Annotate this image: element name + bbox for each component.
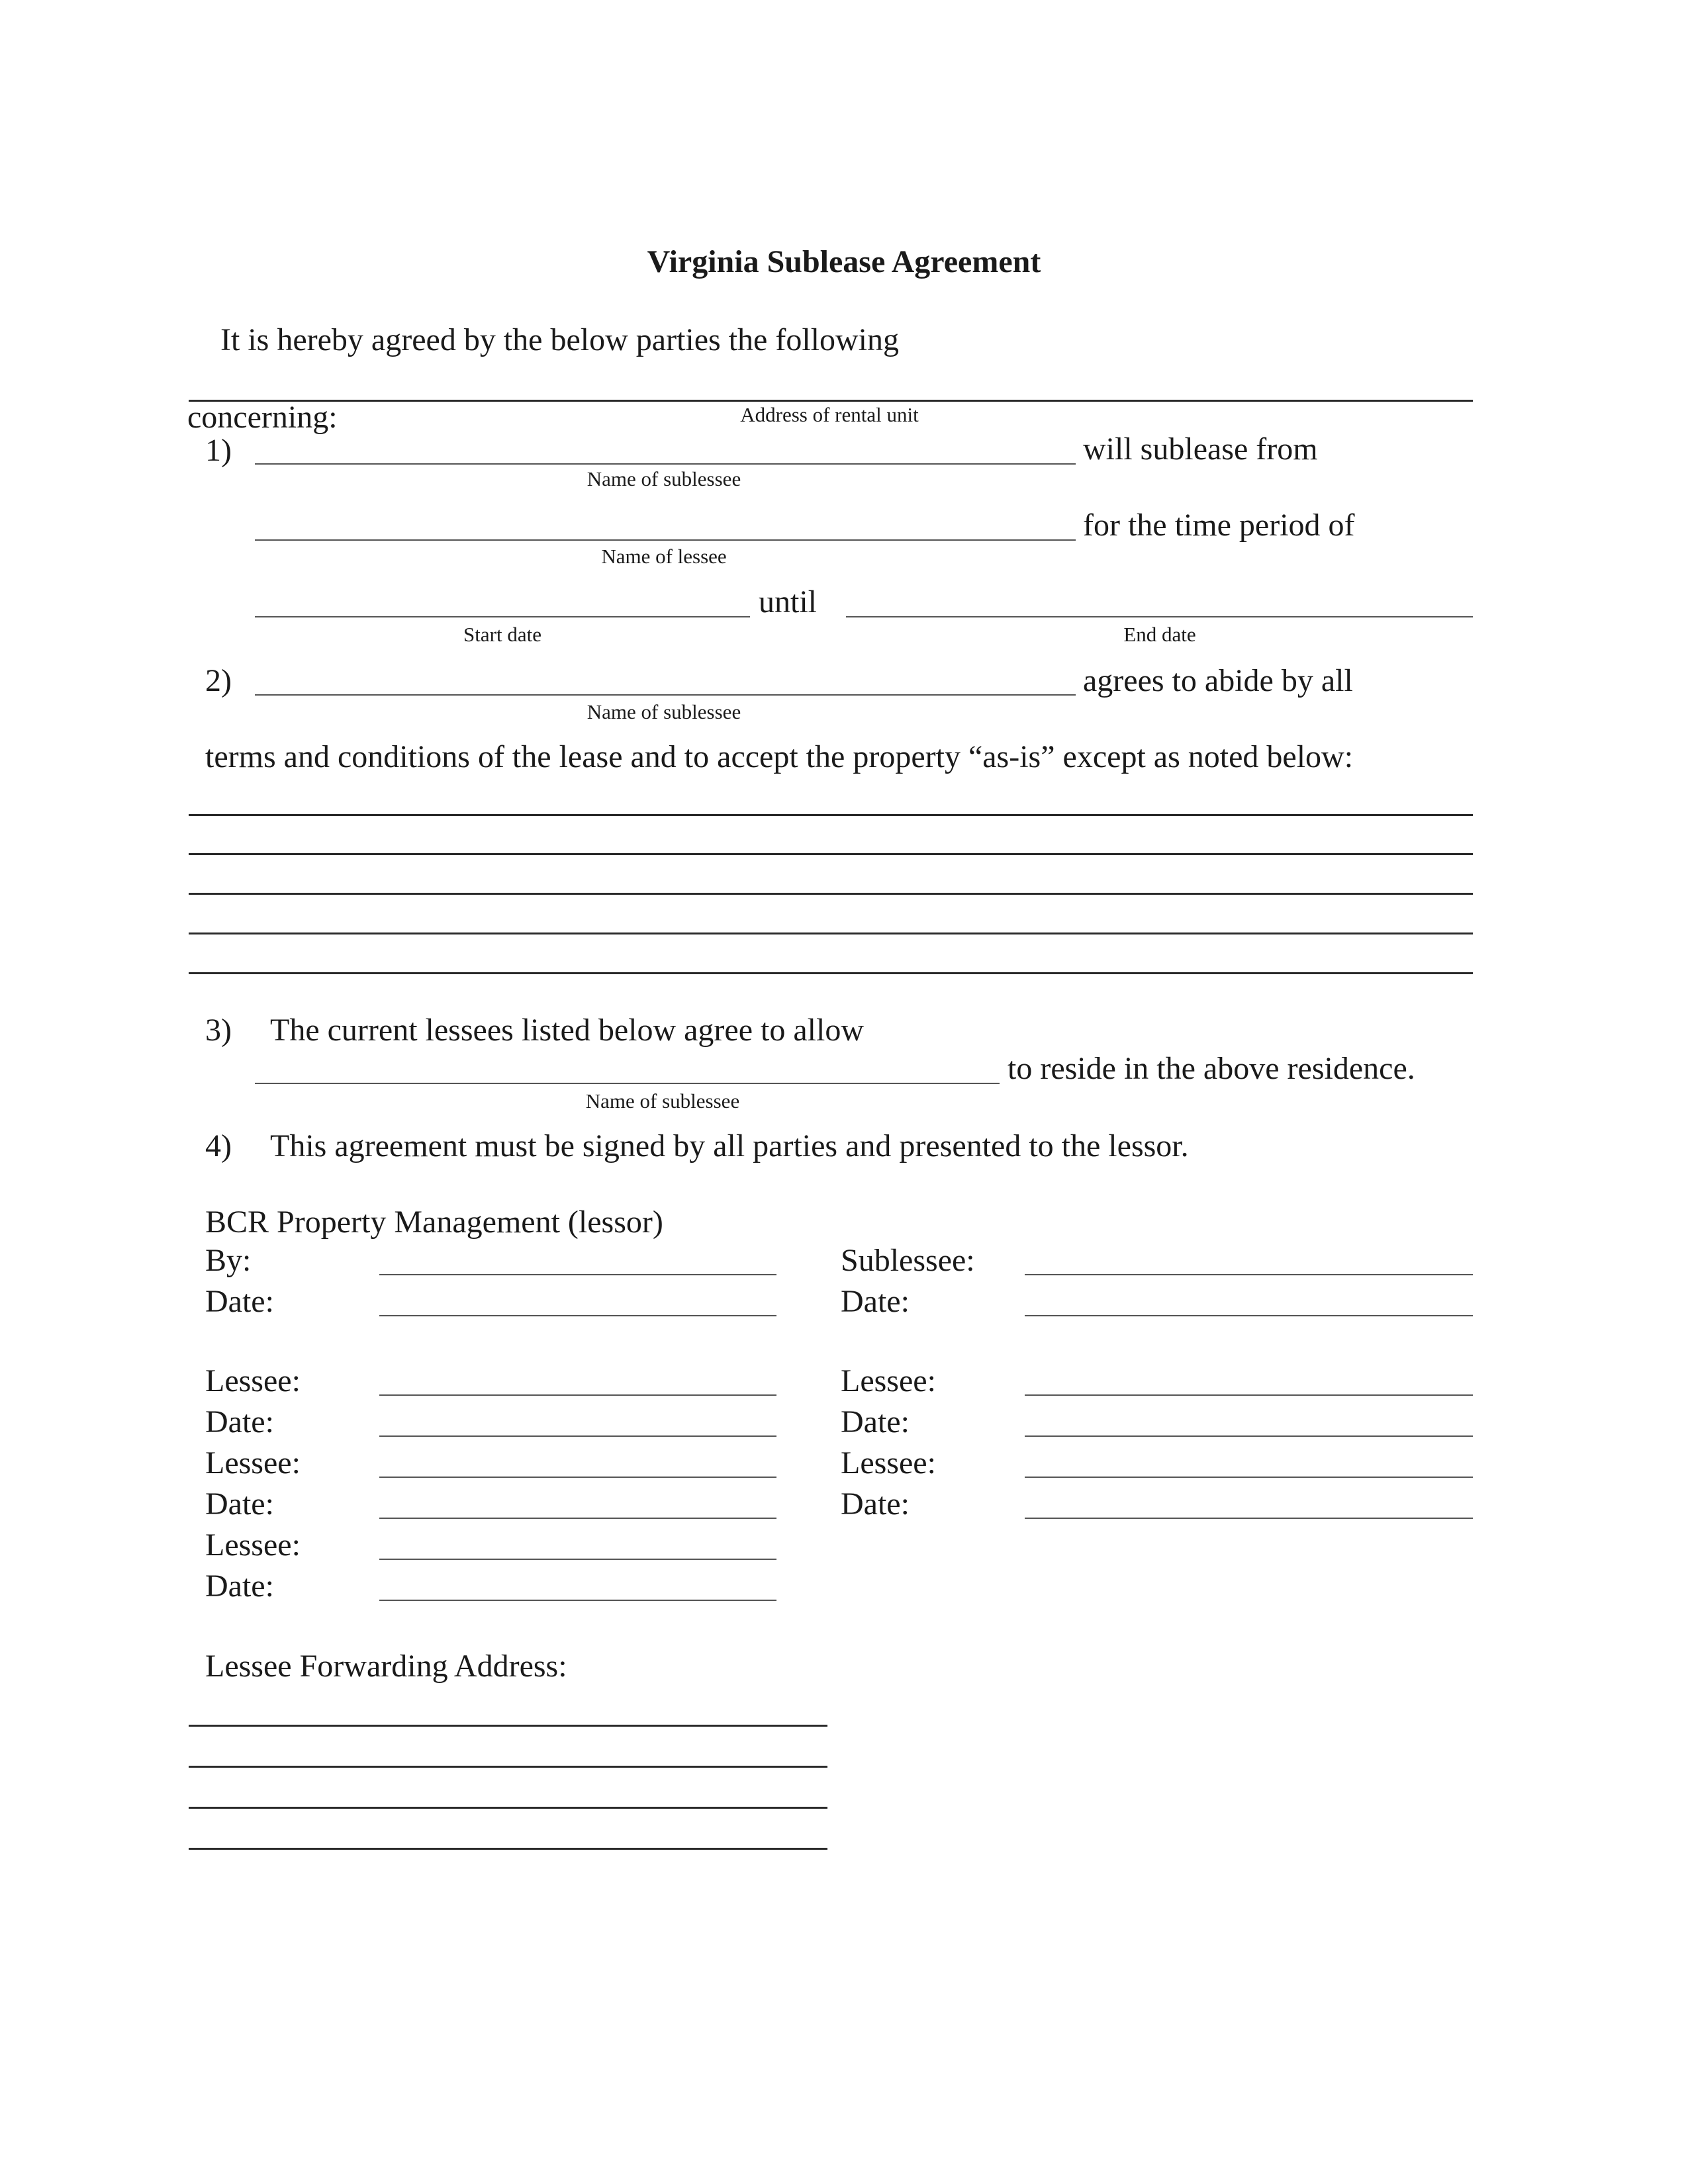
intro-text: It is hereby agreed by the below parties the following (220, 322, 900, 357)
sublessee-signature-line[interactable] (1025, 1274, 1473, 1275)
forwarding-address-line-2[interactable] (189, 1766, 827, 1768)
lessee-1-label: Lessee: (205, 1363, 301, 1398)
sublessee-date-label: Date: (841, 1284, 910, 1319)
lessee-2-date-label: Date: (205, 1486, 274, 1522)
lessee-4-date-label: Date: (841, 1404, 910, 1439)
terms-text: terms and conditions of the lease and to accept the property “as-is” except as noted below: (205, 739, 1354, 774)
lessee-5-signature-line[interactable] (1025, 1477, 1473, 1478)
address-caption: Address of rental unit (740, 403, 919, 426)
lessee-4-date-line[interactable] (1025, 1435, 1473, 1437)
document-title: Virginia Sublease Agreement (647, 244, 1041, 279)
lessor-heading: BCR Property Management (lessor) (205, 1205, 663, 1240)
lessor-date-label: Date: (205, 1284, 274, 1319)
lessee-caption: Name of lessee (601, 545, 727, 568)
lessee-1-signature-line[interactable] (379, 1394, 776, 1396)
lessee-4-label: Lessee: (841, 1363, 936, 1398)
sublessee-caption-3: Name of sublessee (585, 1089, 740, 1113)
lessor-signature-line[interactable] (379, 1274, 776, 1275)
reside-text: to reside in the above residence. (1008, 1051, 1415, 1086)
forwarding-address-label: Lessee Forwarding Address: (205, 1649, 567, 1684)
time-period-text: for the time period of (1083, 508, 1355, 543)
lessee-2-signature-line[interactable] (379, 1477, 776, 1478)
item-1-number: 1) (205, 433, 232, 468)
notes-line-2[interactable] (189, 853, 1473, 855)
sublessee-name-line-1[interactable] (255, 463, 1076, 465)
until-text: until (759, 584, 818, 619)
sublessee-label: Sublessee: (841, 1243, 975, 1278)
abide-text: agrees to abide by all (1083, 663, 1353, 698)
item-4-number: 4) (205, 1128, 232, 1163)
lessee-3-date-line[interactable] (379, 1600, 776, 1601)
notes-line-4[interactable] (189, 933, 1473, 934)
end-date-caption: End date (1123, 623, 1196, 646)
lessor-by-label: By: (205, 1243, 252, 1278)
address-line[interactable] (189, 400, 1473, 402)
lessee-name-line[interactable] (255, 539, 1076, 541)
item-2-number: 2) (205, 663, 232, 698)
notes-line-3[interactable] (189, 893, 1473, 895)
notes-line-1[interactable] (189, 814, 1473, 816)
start-date-line[interactable] (255, 616, 750, 617)
forwarding-address-line-3[interactable] (189, 1807, 827, 1809)
sublessee-name-line-2[interactable] (255, 694, 1076, 696)
signing-instruction-text: This agreement must be signed by all parties and presented to the lessor. (270, 1128, 1189, 1163)
lessee-3-signature-line[interactable] (379, 1559, 776, 1560)
concerning-label: concerning: (187, 400, 338, 435)
lessee-1-date-label: Date: (205, 1404, 274, 1439)
forwarding-address-line-4[interactable] (189, 1848, 827, 1850)
will-sublease-text: will sublease from (1083, 432, 1318, 467)
allow-text: The current lessees listed below agree to allow (270, 1013, 864, 1048)
sublessee-date-line[interactable] (1025, 1315, 1473, 1316)
notes-line-5[interactable] (189, 972, 1473, 974)
sublessee-name-line-3[interactable] (255, 1083, 1000, 1084)
lessee-2-label: Lessee: (205, 1445, 301, 1480)
item-3-number: 3) (205, 1013, 232, 1048)
lessor-date-line[interactable] (379, 1315, 776, 1316)
lessee-4-signature-line[interactable] (1025, 1394, 1473, 1396)
sublessee-caption-2: Name of sublessee (586, 700, 741, 723)
end-date-line[interactable] (846, 616, 1473, 617)
lessee-1-date-line[interactable] (379, 1435, 776, 1437)
lessee-3-label: Lessee: (205, 1527, 301, 1563)
lessee-2-date-line[interactable] (379, 1518, 776, 1519)
lessee-5-date-line[interactable] (1025, 1518, 1473, 1519)
lessee-5-date-label: Date: (841, 1486, 910, 1522)
sublessee-caption-1: Name of sublessee (586, 467, 741, 490)
lessee-3-date-label: Date: (205, 1569, 274, 1604)
start-date-caption: Start date (463, 623, 541, 646)
forwarding-address-line-1[interactable] (189, 1725, 827, 1727)
lessee-5-label: Lessee: (841, 1445, 936, 1480)
